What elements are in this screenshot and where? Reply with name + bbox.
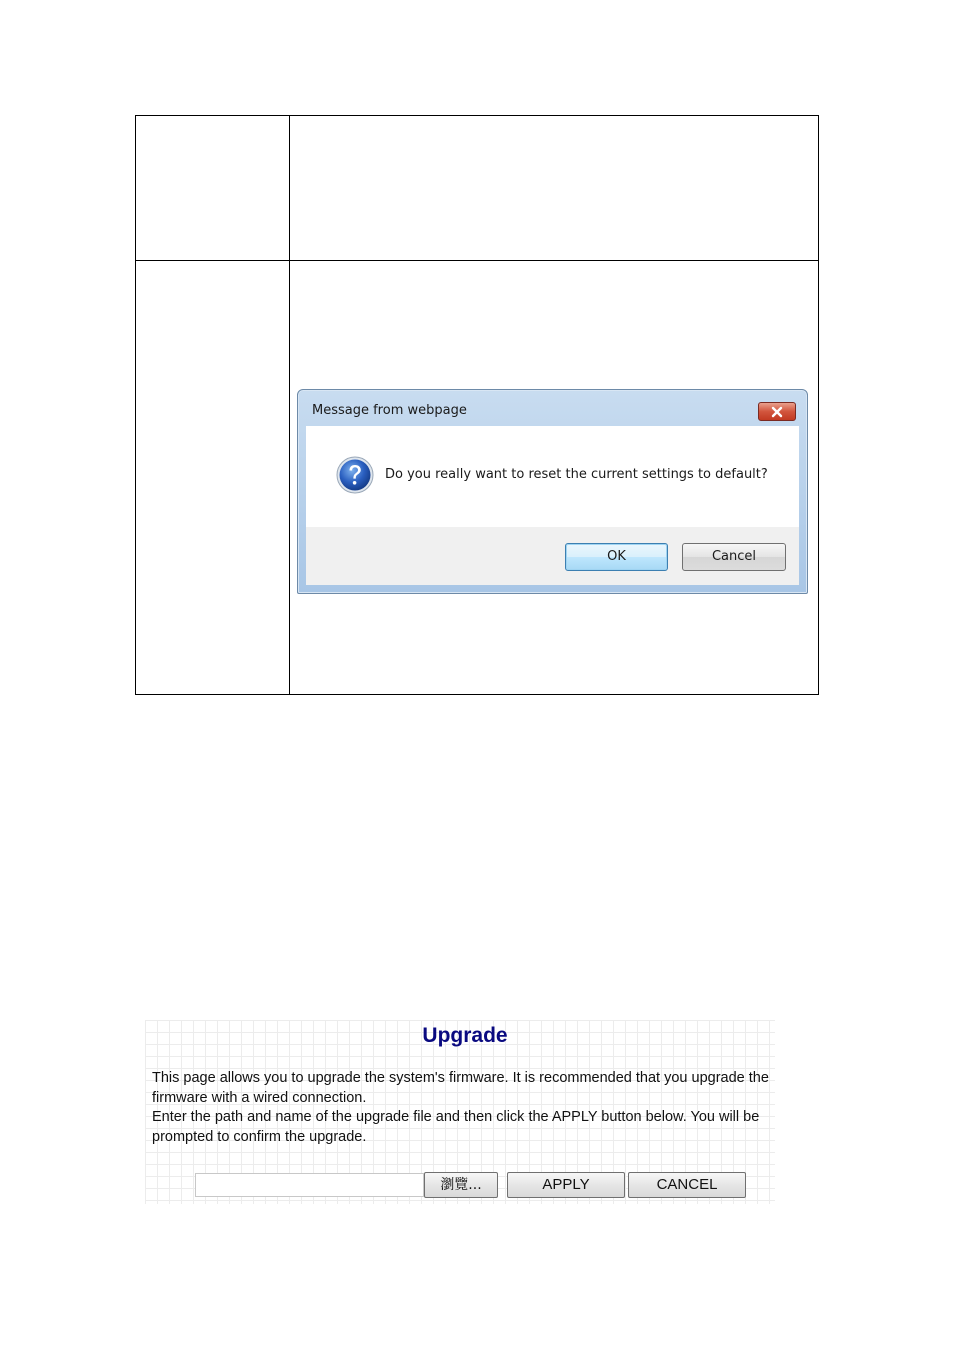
page-title: Upgrade bbox=[422, 1024, 508, 1047]
browse-button[interactable]: 瀏覽... bbox=[424, 1172, 498, 1198]
settings-table bbox=[135, 115, 819, 695]
cancel-upgrade-button[interactable]: CANCEL bbox=[628, 1172, 746, 1198]
dialog-body bbox=[306, 426, 799, 527]
table-cell-label bbox=[136, 261, 290, 695]
table-cell-description bbox=[290, 261, 819, 695]
dialog-title: Message from webpage bbox=[312, 403, 467, 418]
firmware-file-input[interactable] bbox=[195, 1173, 424, 1197]
dialog-close-button[interactable] bbox=[758, 402, 796, 421]
table-row bbox=[136, 116, 819, 261]
description-paragraph: Enter the path and name of the upgrade file and then click the APPLY button below. You will be prompted to confirm the upgrade. bbox=[152, 1109, 760, 1145]
table-cell-description bbox=[290, 116, 819, 261]
apply-button[interactable]: APPLY bbox=[507, 1172, 625, 1198]
upgrade-description bbox=[152, 1069, 776, 1147]
dialog-message: Do you really want to reset the current settings to default? bbox=[385, 467, 768, 482]
question-icon bbox=[336, 456, 374, 494]
confirm-dialog bbox=[297, 389, 808, 594]
description-paragraph: This page allows you to upgrade the system's firmware. It is recommended that you upgrade the firmware with a wired connection. bbox=[152, 1070, 769, 1106]
ok-button[interactable]: OK bbox=[565, 543, 668, 571]
cancel-button[interactable]: Cancel bbox=[682, 543, 786, 571]
close-x-icon bbox=[769, 406, 785, 418]
table-row bbox=[136, 261, 819, 695]
dialog-footer bbox=[306, 527, 799, 585]
table-cell-label bbox=[136, 116, 290, 261]
upgrade-panel bbox=[145, 1020, 775, 1204]
